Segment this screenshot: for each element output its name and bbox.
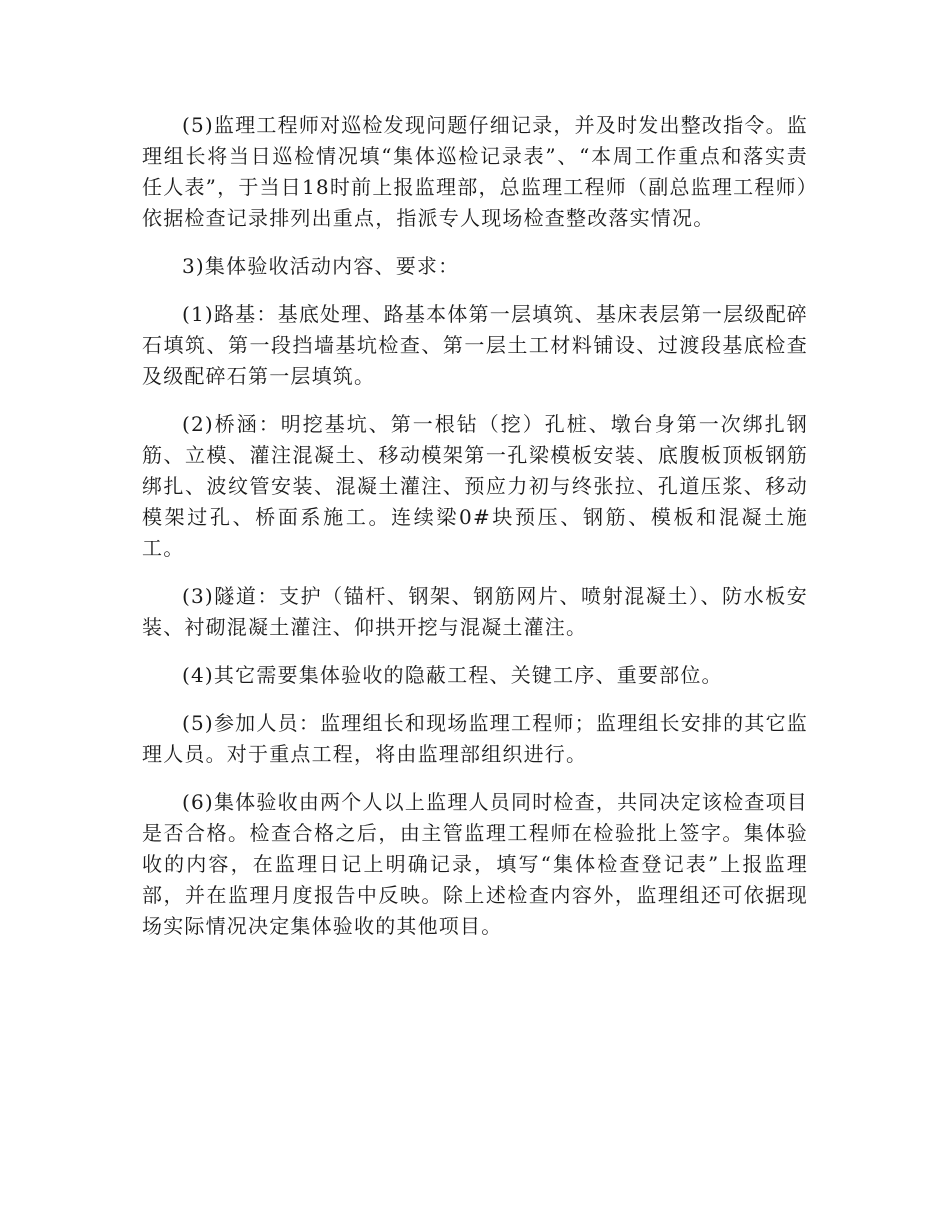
paragraph-bridge-culvert: (2)桥涵：明挖基坑、第一根钻（挖）孔桩、墩台身第一次绑扎钢筋、立模、灌注混凝土、移动模架第一孔梁模板安装、底腹板顶板钢筋绑扎、波纹管安装、混凝土灌注、预应力初与终张拉、孔道压浆、移动模架过孔、桥面系施工。连续梁0#块预压、钢筋、模板和混凝土施工。 [142,412,808,560]
paragraph-roadbed: (1)路基：基底处理、路基本体第一层填筑、基床表层第一层级配碎石填筑、第一段挡墙基坑检查、第一层土工材料铺设、过渡段基底检查及级配碎石第一层填筑。 [142,302,808,388]
paragraph-inspection-record: (5)监理工程师对巡检发现问题仔细记录，并及时发出整改指令。监理组长将当日巡检情况填“集体巡检记录表”、“本周工作重点和落实责任人表”，于当日18时前上报监理部，总监理工程师（副总监理工程师）依据检查记录排列出重点，指派专人现场检查整改落实情况。 [142,113,808,230]
paragraph-tunnel: (3)隧道：支护（锚杆、钢架、钢筋网片、喷射混凝土）、防水板安装、衬砌混凝土灌注、仰拱开挖与混凝土灌注。 [142,584,808,639]
paragraph-other-works: (4)其它需要集体验收的隐蔽工程、关键工序、重要部位。 [182,663,723,687]
paragraph-participants: (5)参加人员：监理组长和现场监理工程师；监理组长安排的其它监理人员。对于重点工程，将由监理部组织进行。 [142,711,808,766]
paragraph-section-heading: 3)集体验收活动内容、要求： [182,254,460,278]
paragraph-collective-acceptance: (6)集体验收由两个人以上监理人员同时检查，共同决定该检查项目是否合格。检查合格之后，由主管监理工程师在检验批上签字。集体验收的内容，在监理日记上明确记录，填写“集体检查登记表”上报监理部，并在监理月度报告中反映。除上述检查内容外，监理组还可依据现场实际情况决定集体验收的其他项目。 [142,790,808,938]
document-page [142,110,808,959]
